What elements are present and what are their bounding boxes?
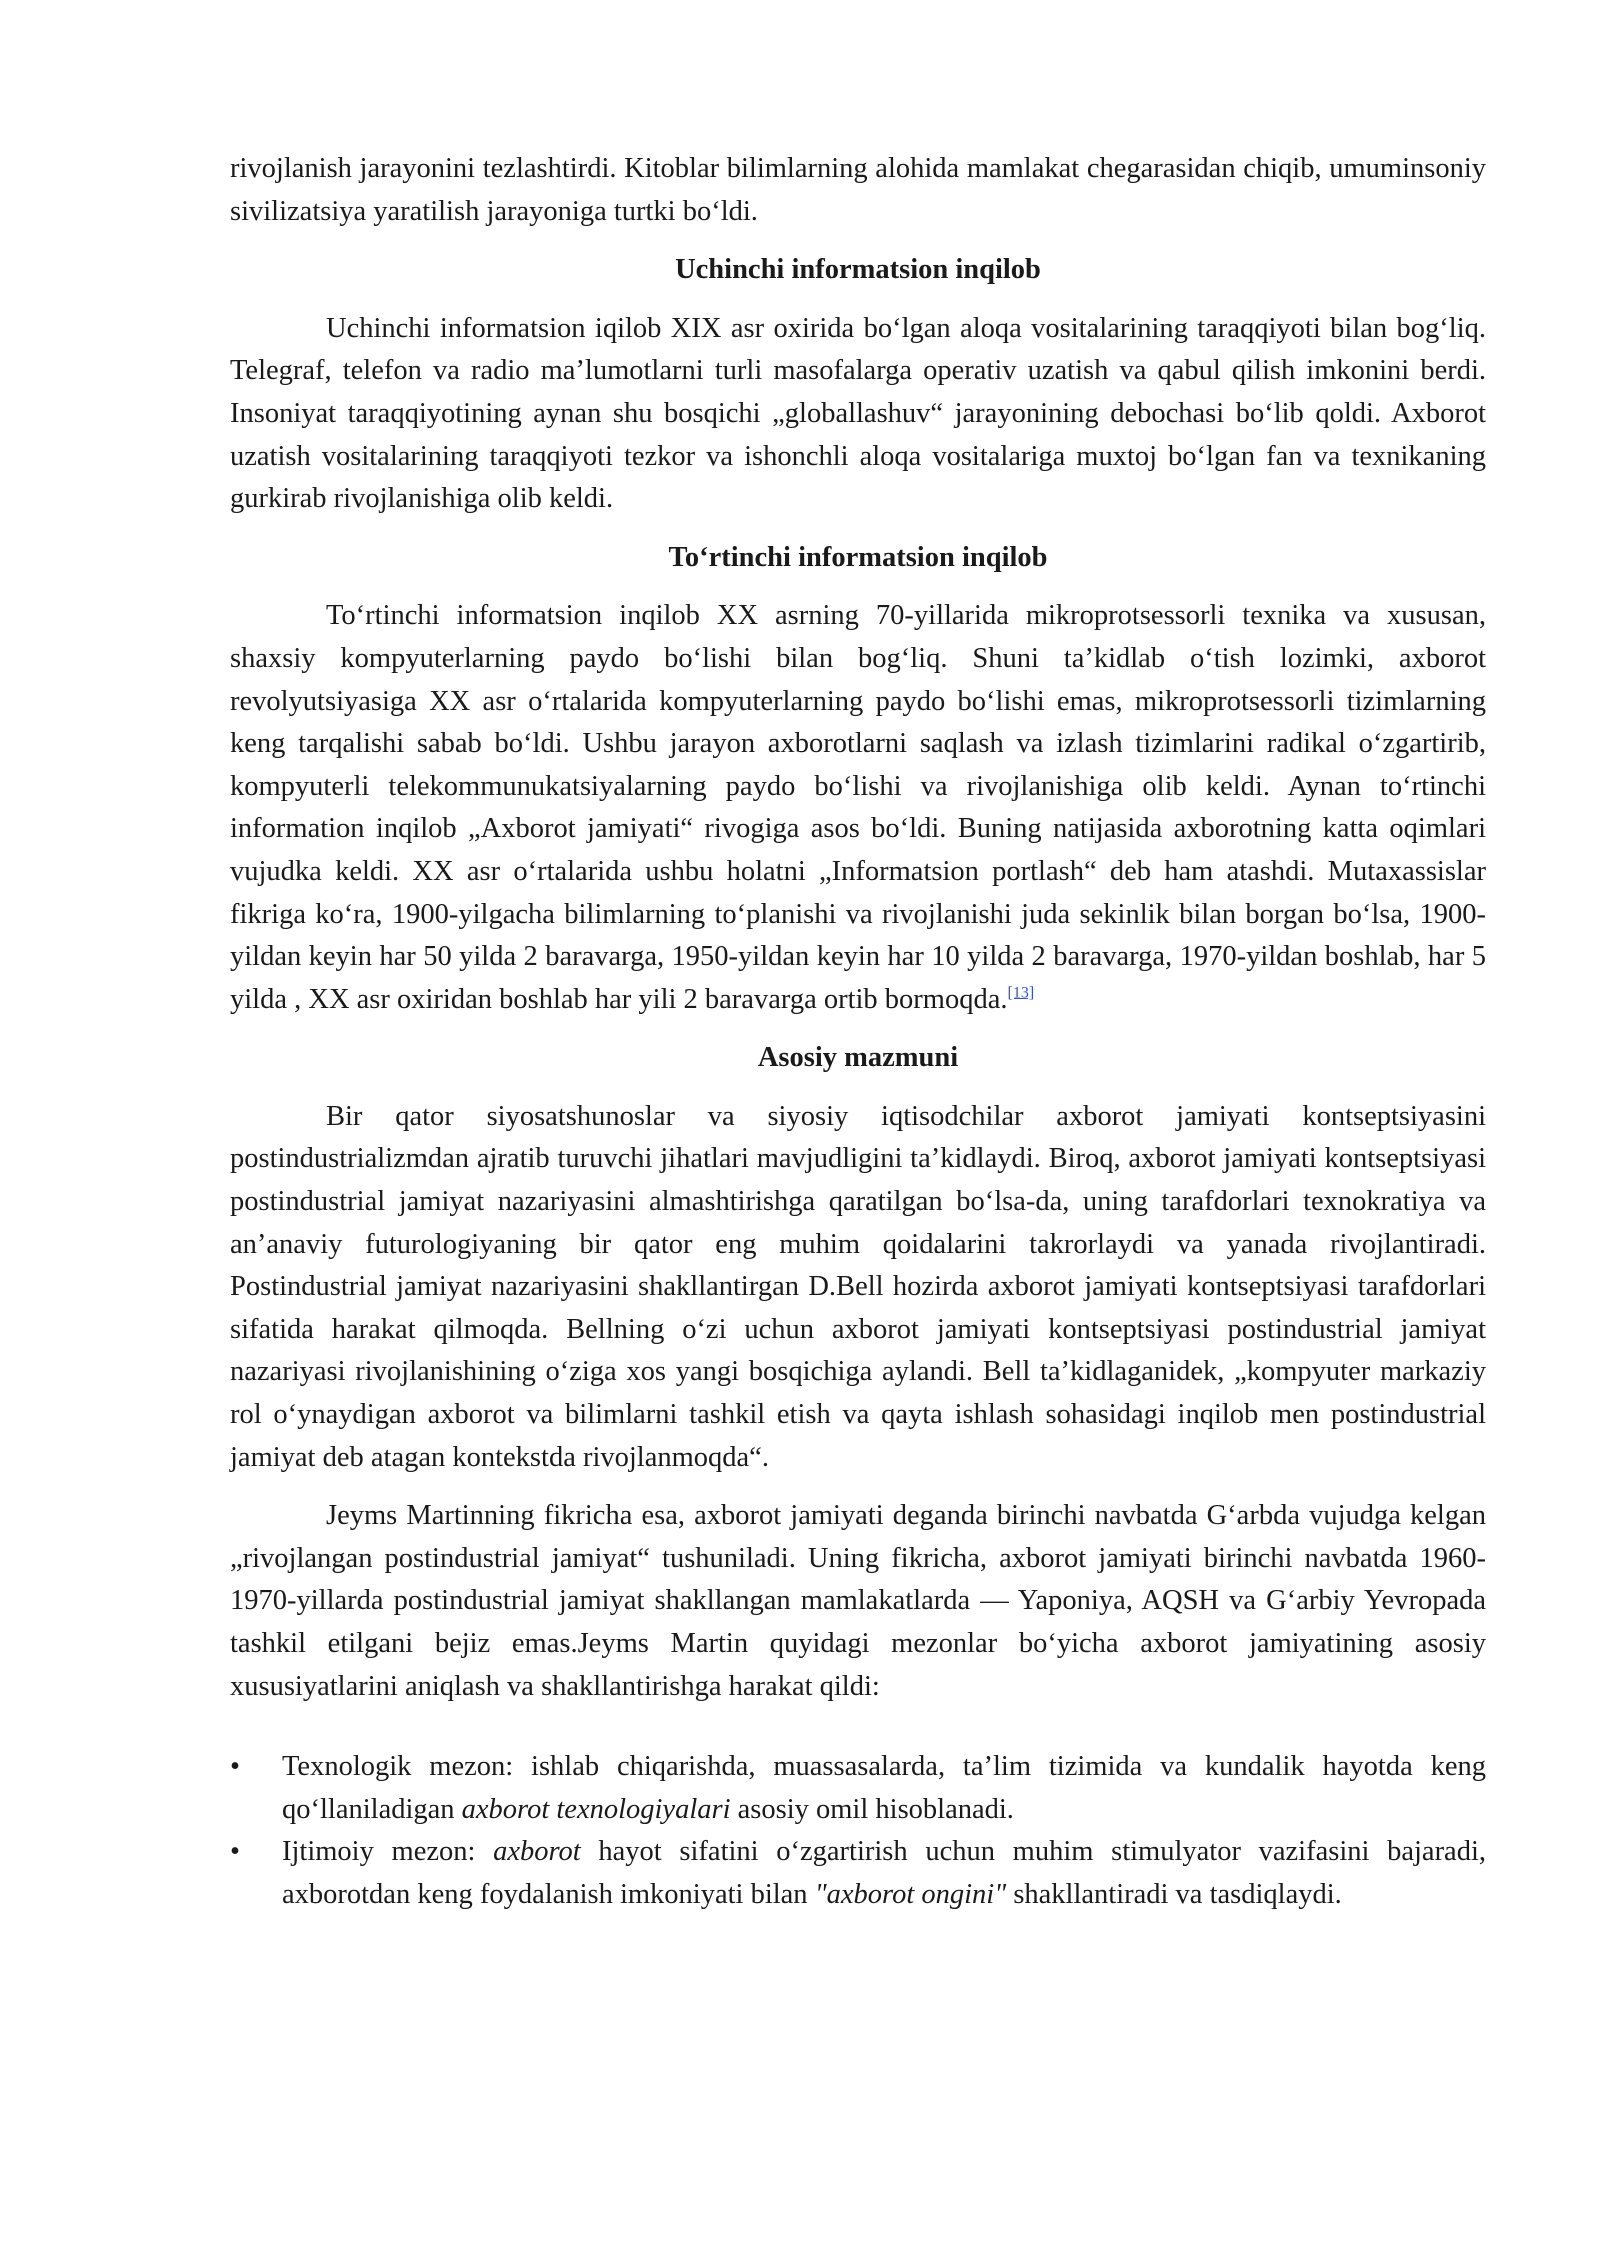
main-content-paragraph-2: Jeyms Martinning fikricha esa, axborot jamiyati deganda birinchi navbatda Gʻarbda vujudga kelgan „rivojlangan postindustrial jamiyat“ tushuniladi. Uning fikricha, axborot jamiyati birinchi navbatda 1960-1970-yillarda postindustrial jamiyat shakllangan mamlakatlarda — Yaponiya, AQSH va Gʻarbiy Yevropada tashkil etilgani bejiz emas.Jeyms Martin quyidagi mezonlar boʻyicha axborot jamiyatining asosiy xususiyatlarini aniqlash va shakllantirishga harakat qildi:	[230, 1500, 1486, 1702]
criterion-emphasis-quote: "axborot ongini"	[814, 1878, 1007, 1910]
criterion-text: Ijtimoiy mezon:	[282, 1836, 494, 1868]
criterion-text-end: asosiy omil hisoblanadi.	[730, 1793, 1014, 1825]
criterion-emphasis: axborot	[493, 1836, 581, 1868]
continuation-paragraph: rivojlanish jarayonini tezlashtirdi. Kitoblar bilimlarning alohida mamlakat chegarasidan chiqib, umuminsoniy sivilizatsiya yaratilish jarayoniga turtki boʻldi.	[230, 153, 1486, 227]
section-heading-fourth-revolution: Toʻrtinchi informatsion inqilob	[668, 541, 1048, 573]
footnote-reference-link[interactable]: [13]	[1007, 984, 1035, 1002]
section-heading-third-revolution: Uchinchi informatsion inqilob	[675, 254, 1041, 286]
criterion-text-end: shakllantiradi va tasdiqlaydi.	[1006, 1878, 1342, 1910]
fourth-revolution-text: Toʻrtinchi informatsion inqilob XX asrning 70-yillarida mikroprotsessorli texnika va xususan, shaxsiy kompyuterlarning paydo boʻlishi bilan bogʻliq. Shuni taʼkidlab oʻtish lozimki, axborot revolyutsiyasiga XX asr oʻrtalarida kompyuterlarning paydo boʻlishi emas, mikroprotsessorli tizimlarning keng tarqalishi sabab boʻldi. Ushbu jarayon axborotlarni saqlash va izlash tizimlarini radikal oʻzgartirib, kompyuterli telekommunukatsiyalarning paydo boʻlishi va rivojlanishiga olib keldi. Aynan toʻrtinchi information inqilob „Axborot jamiyati“ rivogiga asos boʻldi. Buning natijasida axborotning katta oqimlari vujudka keldi. XX asr oʻrtalarida ushbu holatni „Informatsion portlash“ deb ham atashdi. Mutaxassislar fikriga koʻra, 1900-yilgacha bilimlarning toʻplanishi va rivojlanishi juda sekinlik bilan borgan boʻlsa, 1900-yildan keyin har 50 yilda 2 baravarga, 1950-yildan keyin har 10 yilda 2 baravarga, 1970-yildan boshlab, har 5 yilda , XX asr oxiridan boshlab har yili 2 baravarga ortib bormoqda.	[230, 600, 1486, 1015]
main-content-paragraph-1: Bir qator siyosatshunoslar va siyosiy iqtisodchilar axborot jamiyati kontseptsiyasini postindustrializmdan ajratib turuvchi jihatlari mavjudligini taʼkidlaydi. Biroq, axborot jamiyati kontseptsiyasi postindustrial jamiyat nazariyasini almashtirishga qaratilgan boʻlsa-da, uning tarafdorlari texnokratiya va anʼanaviy futurologiyaning bir qator eng muhim qoidalarini takrorlaydi va yanada rivojlantiradi. Postindustrial jamiyat nazariyasini shakllantirgan D.Bell hozirda axborot jamiyati kontseptsiyasi tarafdorlari sifatida harakat qilmoqda. Bellning oʻzi uchun axborot jamiyati kontseptsiyasi postindustrial jamiyat nazariyasi rivojlanishining oʻziga xos yangi bosqichiga aylandi. Bell taʼkidlaganidek, „kompyuter markaziy rol oʻynaydigan axborot va bilimlarni tashkil etish va qayta ishlash sohasidagi inqilob men postindustrial jamiyat deb atagan kontekstda rivojlanmoqda“.	[230, 1100, 1486, 1473]
section-heading-main-content: Asosiy mazmuni	[757, 1042, 959, 1074]
criterion-text-middle: hayot sifatini oʻzgartirish uchun muhim stimulyator vazifasini bajaradi, axborotdan keng foydalanish imkoniyati bilan	[282, 1836, 1486, 1910]
bullet-icon: •	[230, 1751, 240, 1783]
list-item	[230, 1831, 1486, 1916]
bullet-icon: •	[230, 1836, 240, 1868]
criteria-list	[230, 1746, 1486, 1916]
list-item	[230, 1746, 1486, 1831]
criterion-emphasis: axborot texnologiyalari	[461, 1793, 731, 1825]
document-page	[230, 148, 1486, 1917]
fourth-revolution-paragraph	[230, 595, 1486, 1021]
third-revolution-paragraph: Uchinchi informatsion iqilob XIX asr oxirida boʻlgan aloqa vositalarining taraqqiyoti bilan bogʻliq. Telegraf, telefon va radio maʼlumotlarni turli masofalarga operativ uzatish va qabul qilish imkonini berdi. Insoniyat taraqqiyotining aynan shu bosqichi „globallashuv“ jarayonining debochasi boʻlib qoldi. Axborot uzatish vositalarining taraqqiyoti tezkor va ishonchli aloqa vositalariga muxtoj boʻlgan fan va texnikaning gurkirab rivojlanishiga olib keldi.	[230, 312, 1486, 515]
criterion-text: Texnologik mezon: ishlab chiqarishda, muassasalarda, taʼlim tizimida va kundalik hayotda keng qoʻllaniladigan	[282, 1751, 1486, 1825]
